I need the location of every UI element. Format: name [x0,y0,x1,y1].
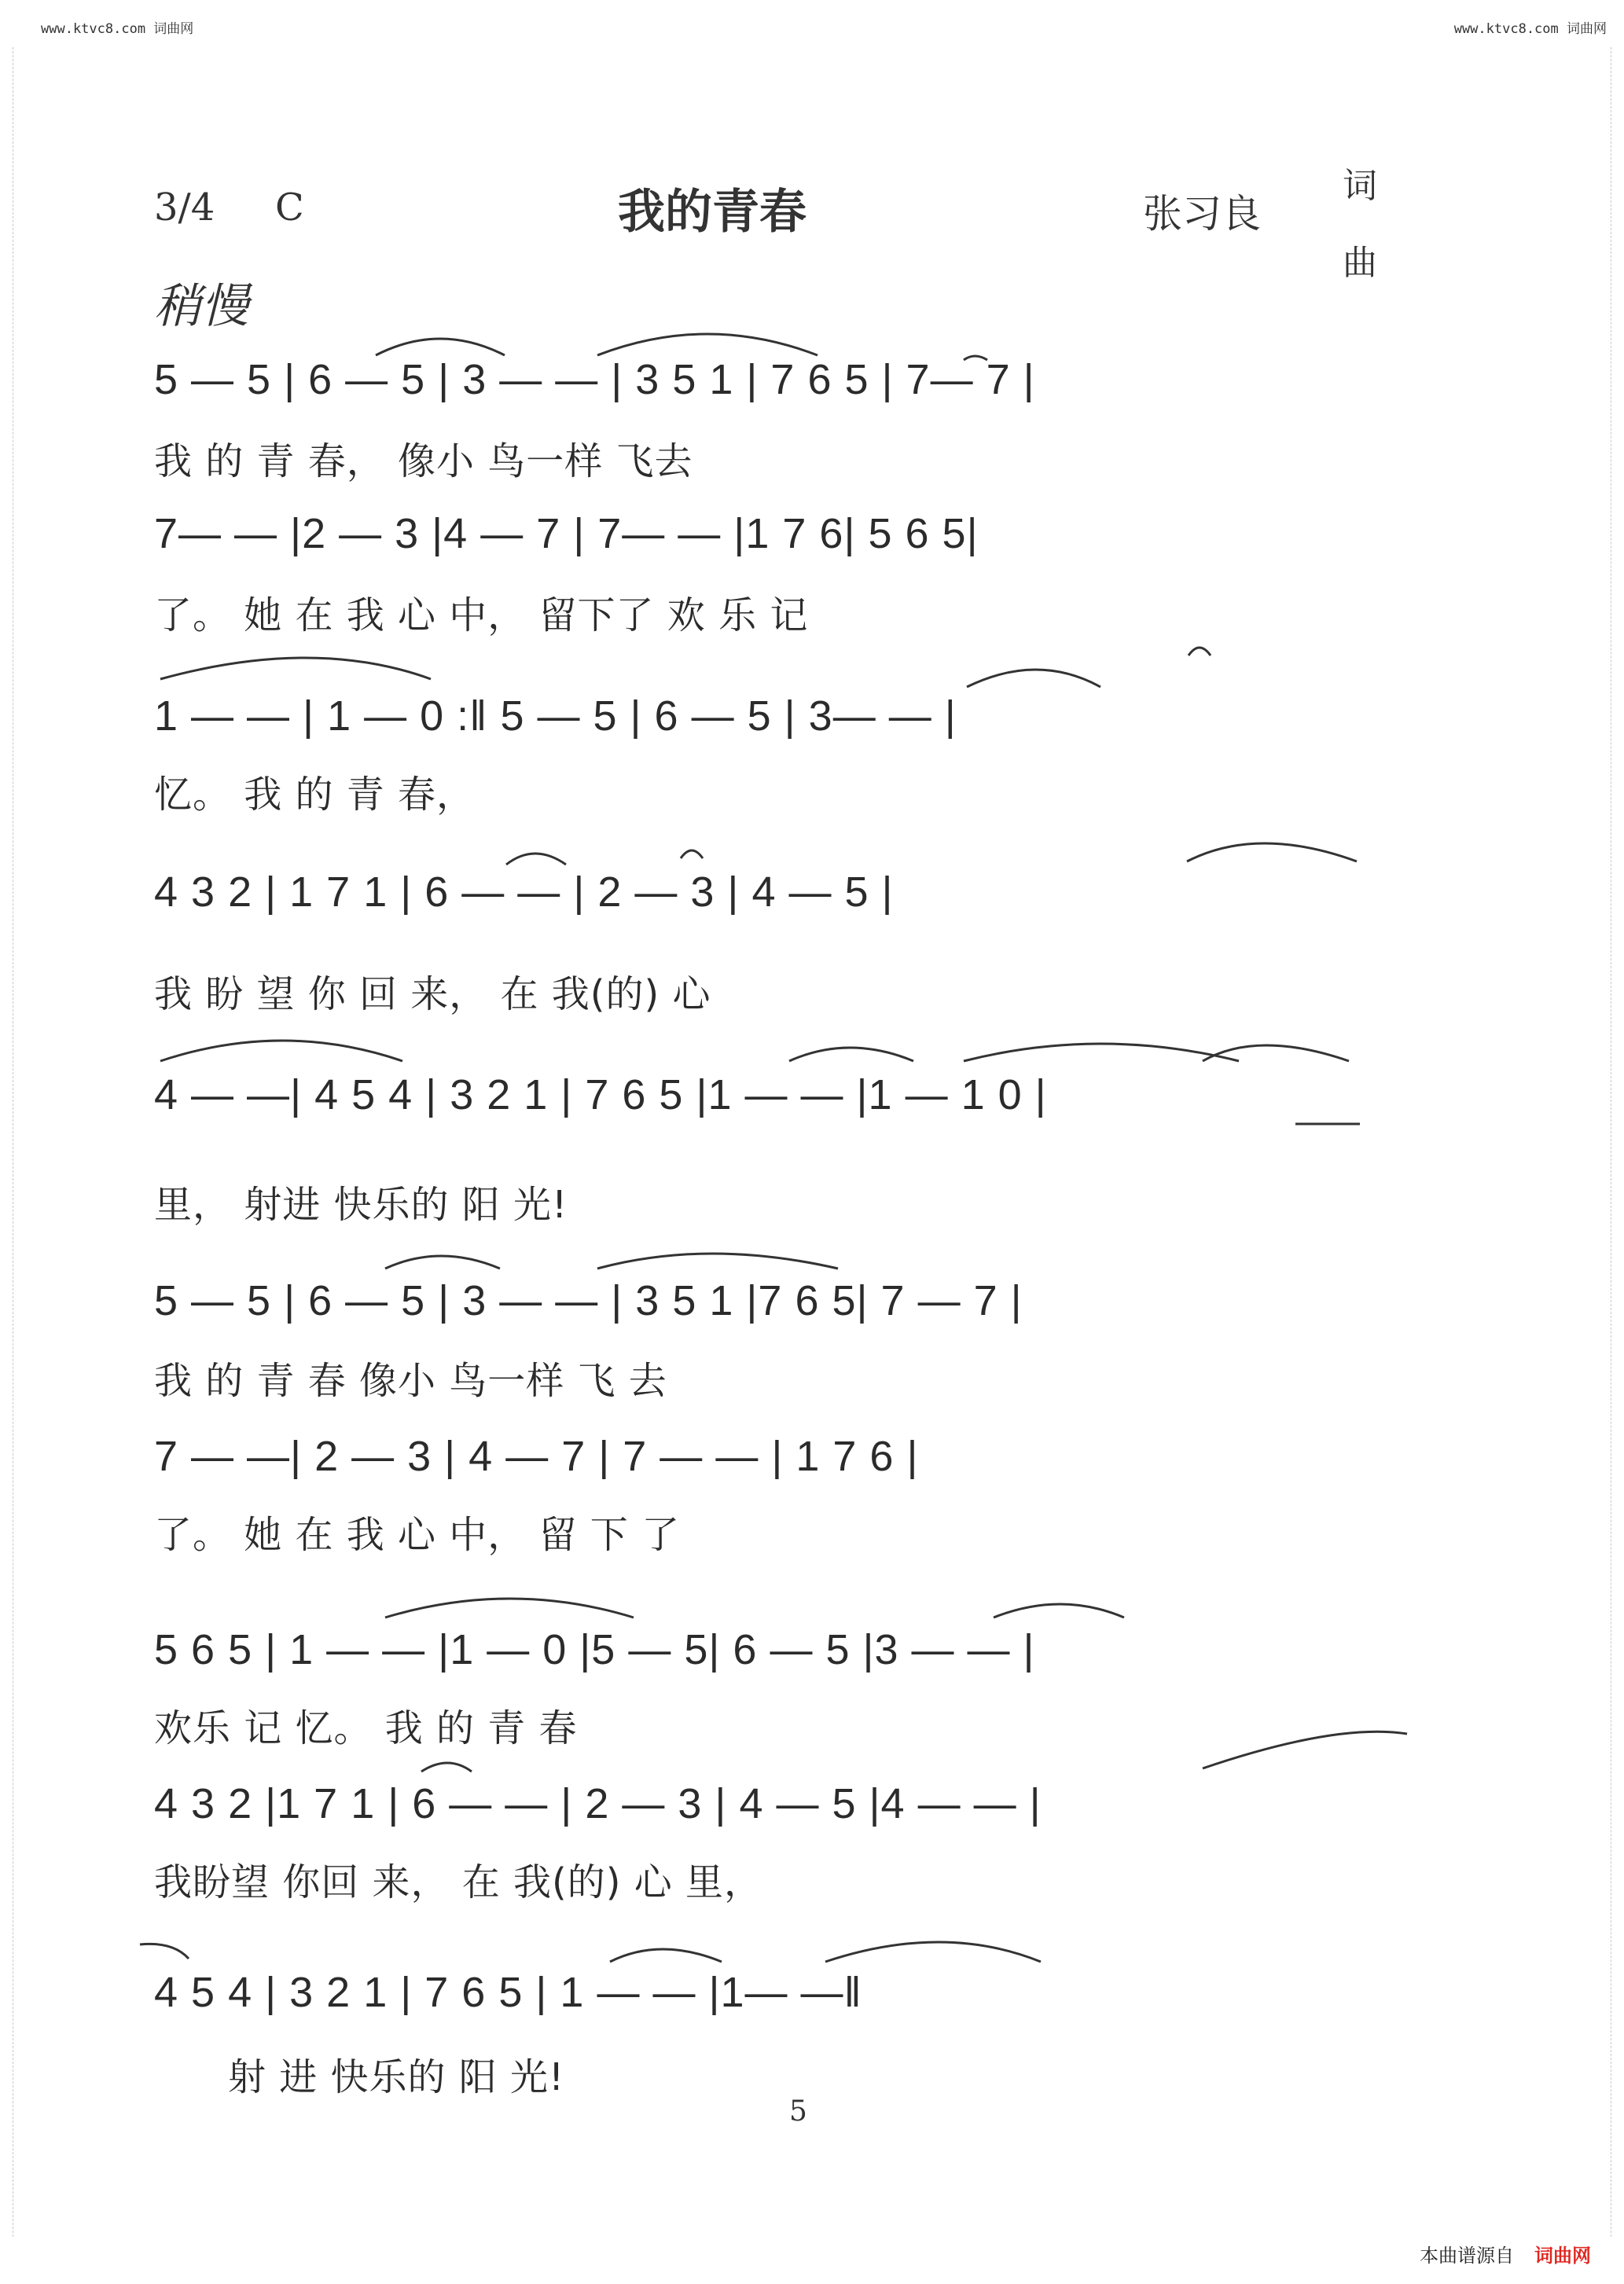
slur-6b [597,1254,838,1269]
slur-9b [1203,1731,1407,1768]
slur-5c [964,1044,1239,1061]
notation-line-9: 4 3 2 |1 7 1 | 6 — — | 2 — 3 | 4 — 5 |4 — — | [154,1780,1042,1827]
slur-3a [160,658,431,679]
slur-10a [140,1944,189,1959]
lyrics-line-5: 里， 射进 快乐的 阳 光! [154,1183,568,1227]
notation-line-2: 7— — |2 — 3 |4 — 7 | 7— — |1 7 6| 5 6 5| [154,510,979,557]
notation-line-4: 4 3 2 | 1 7 1 | 6 — — | 2 — 3 | 4 — 5 | [154,868,894,916]
key-signature: C [275,185,304,230]
slur-9a [421,1763,472,1772]
slur-6a [385,1256,500,1269]
slur-3b [967,670,1100,687]
slur-1a [376,339,505,355]
role-lyrics: 词 [1343,166,1377,206]
slur-2a [964,356,987,360]
page-number: 5 [789,2095,807,2128]
footer-source-brand[interactable]: 词曲网 [1534,2245,1591,2267]
slur-8b [994,1604,1124,1618]
lyrics-line-10: 射 进 快乐的 阳 光! [228,2055,565,2099]
slur-1b [597,334,818,355]
tempo-marking: 稍慢 [154,279,248,334]
slur-4b [1187,843,1357,861]
lyrics-line-7: 了。 她 在 我 心 中， 留 下 了 [154,1513,681,1557]
slur-8a [385,1599,634,1618]
lyrics-line-9: 我盼望 你回 来， 在 我(的) 心 里， [154,1860,763,1904]
slur-5a [160,1041,402,1061]
notation-line-8: 5 6 5 | 1 — — |1 — 0 |5 — 5| 6 — 5 |3 — — | [154,1626,1035,1673]
fermata-1 [1189,648,1211,655]
footer-source-label: 本曲谱源自 [1420,2245,1514,2267]
lyrics-line-8: 欢乐 记 忆。 我 的 青 春 [154,1706,578,1750]
slur-4a [506,854,566,865]
site-header-right[interactable]: www.ktvc8.com 词曲网 [1453,21,1607,37]
slur-5b [789,1048,913,1061]
lyrics-line-3: 忆。 我 的 青 春， [154,773,476,817]
notation-line-6: 5 — 5 | 6 — 5 | 3 — — | 3 5 1 |7 6 5| 7 — 7 | [154,1277,1023,1324]
lyrics-line-2: 了。 她 在 我 心 中， 留下了 欢 乐 记 [154,593,809,637]
lyrics-line-1: 我 的 青 春， 像小 鸟一样 飞去 [154,439,693,483]
notation-line-3: 1 — — | 1 — 0 :‖ 5 — 5 | 6 — 5 | 3— — | [154,692,957,740]
role-music: 曲 [1343,243,1377,283]
song-title: 我的青春 [618,185,806,240]
slur-10c [825,1942,1041,1962]
notation-line-10: 4 5 4 | 3 2 1 | 7 6 5 | 1 — — |1— —‖ [154,1969,862,2016]
site-header-left[interactable]: www.ktvc8.com 词曲网 [41,21,194,37]
time-signature: 3/4 [154,185,215,230]
slur-10b [610,1949,722,1962]
lyrics-line-4: 我 盼 望 你 回 来， 在 我(的) 心 [154,972,711,1016]
notation-line-7: 7 — —| 2 — 3 | 4 — 7 | 7 — — | 1 7 6 | [154,1433,919,1480]
composer-name: 张习良 [1143,191,1261,237]
notation-line-1: 5 — 5 | 6 — 5 | 3 — — | 3 5 1 | 7 6 5 | 7— 7 | [154,356,1035,403]
fermata-2 [681,850,703,858]
lyrics-line-6: 我 的 青 春 像小 鸟一样 飞 去 [154,1359,667,1403]
notation-line-5: 4 — —| 4 5 4 | 3 2 1 | 7 6 5 |1 — — |1 — 1 0 | [154,1071,1047,1118]
